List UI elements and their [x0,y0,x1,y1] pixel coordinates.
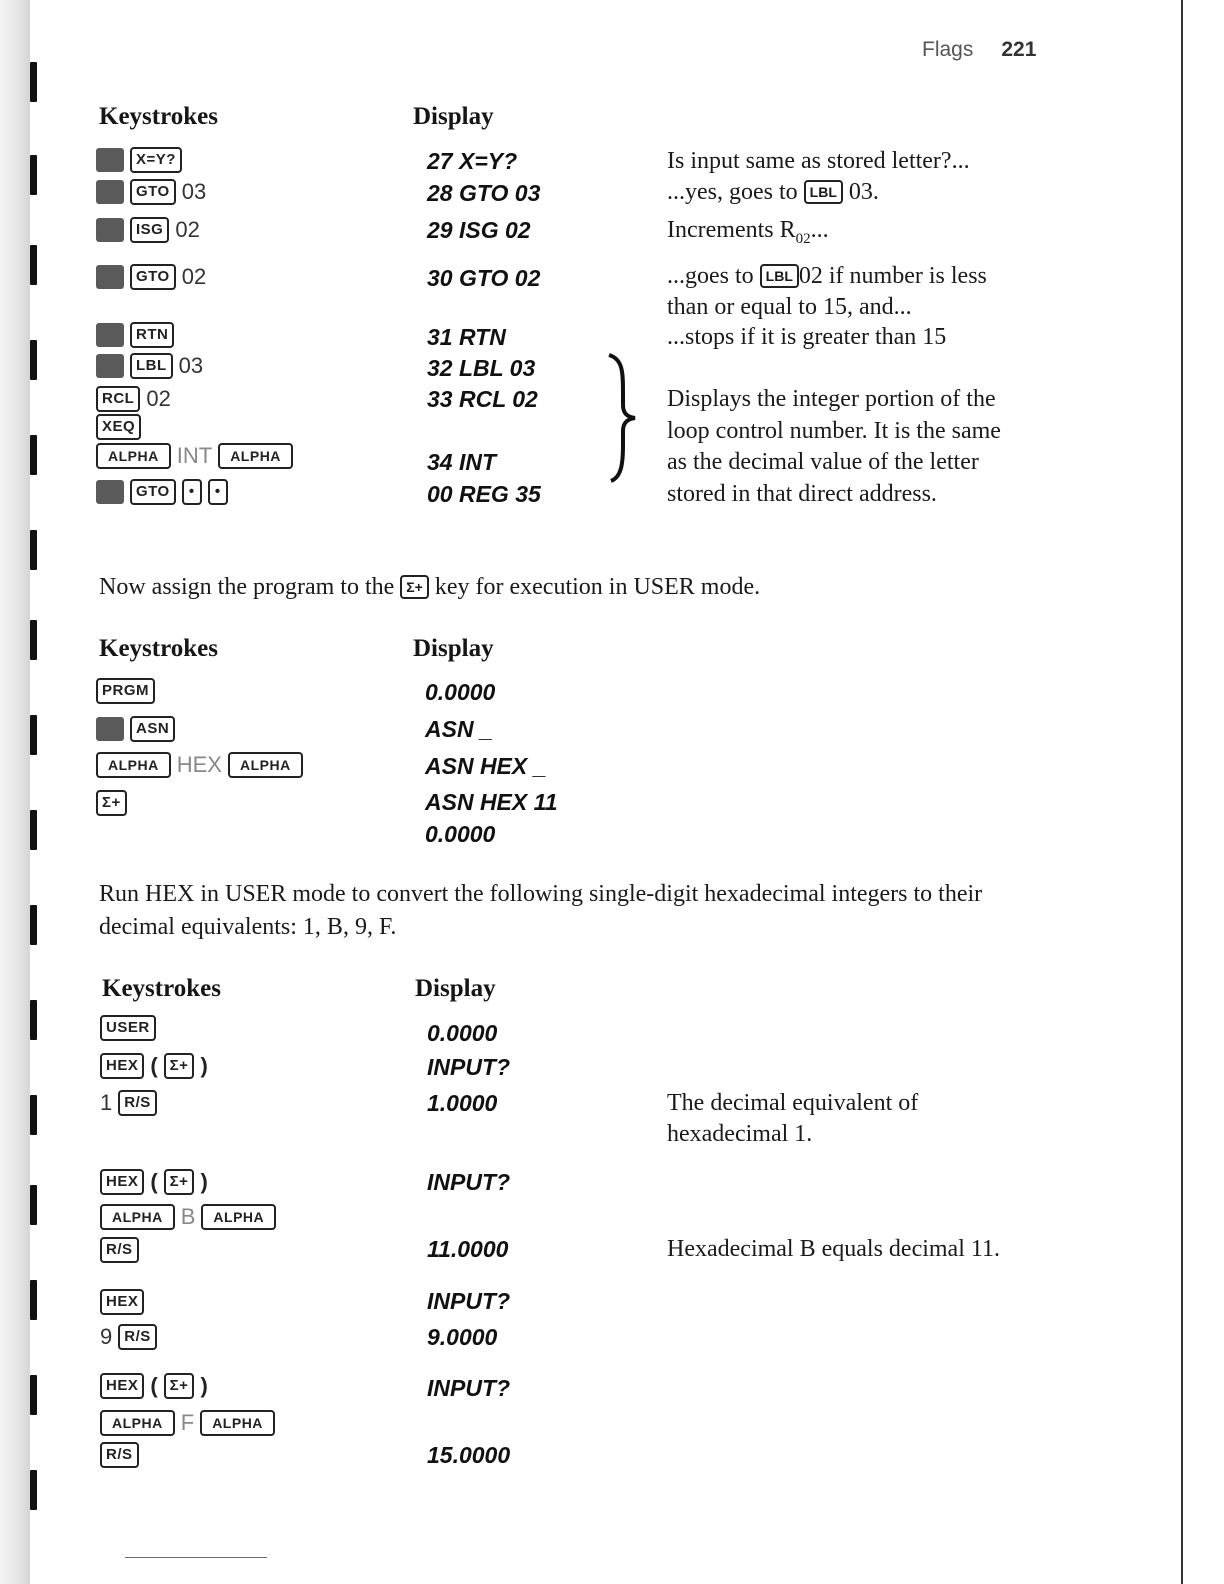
instruction-paragraph [99,571,760,604]
comment: Is input same as stored letter?... [667,148,970,174]
keystroke-row [100,1322,157,1352]
key-alpha: ALPHA [96,443,171,469]
key-isg: ISG [130,217,169,243]
keystrokes-heading: Keystrokes [102,975,221,1002]
display-line: 0.0000 [427,1020,498,1046]
binding-hole [30,1000,37,1040]
key-alpha: ALPHA [100,1204,175,1230]
keystroke-row [96,412,141,442]
keystrokes-heading: Keystrokes [99,103,218,130]
keystroke-row [96,145,182,175]
comment: Hexadecimal B equals decimal 11. [667,1236,1000,1262]
instruction-paragraph [99,878,982,944]
display-line: 28 GTO 03 [427,180,541,206]
binding-hole [30,340,37,380]
binding-hole [30,715,37,755]
display-line: 00 REG 35 [427,481,541,507]
shift-key-icon [96,218,124,242]
display-line: 9.0000 [427,1324,498,1350]
register-subscript: 02 [795,230,811,247]
display-line: 34 INT [427,449,497,475]
paren: ) [200,1053,208,1078]
key-sigma-plus: Σ+ [164,1169,195,1195]
keystroke-row [100,1202,276,1232]
display-line: 11.0000 [427,1236,509,1262]
keystrokes-heading: Keystrokes [99,635,218,662]
key-hex: HEX [100,1053,144,1079]
display-line: ASN _ [425,716,493,742]
key-alpha: ALPHA [100,1410,175,1436]
paragraph-text: Run HEX in USER mode to convert the following single-digit hexadecimal integers to their [99,881,983,907]
page-binding-edge [0,0,30,1584]
alpha-text: HEX [176,752,222,777]
display-line: 33 RCL 02 [427,386,538,412]
key-xeq: XEQ [96,414,141,440]
comment-text: 02 if number is less [798,263,987,289]
comment: Displays the integer portion of the [667,386,996,412]
binding-hole [30,1470,37,1510]
comment-text: 03. [848,179,879,205]
key-hex: HEX [100,1169,144,1195]
comment [667,261,987,292]
paren: ( [150,1373,158,1398]
key-argument: 02 [175,217,200,242]
comment: than or equal to 15, and... [667,294,912,320]
keystroke-row [96,441,293,471]
binding-hole [30,245,37,285]
keystroke-row [100,1051,208,1081]
key-asn: ASN [130,716,175,742]
paragraph-text: Now assign the program to the [99,574,395,600]
display-line: 29 ISG 02 [427,217,531,243]
display-line: 0.0000 [425,679,496,705]
key-user: USER [100,1015,156,1041]
binding-hole [30,620,37,660]
key-lbl: LBL [760,264,799,288]
key-argument: 02 [146,386,171,411]
display-line: INPUT? [427,1169,511,1195]
keystroke-row [100,1371,208,1401]
page-header [922,38,1036,62]
key-run-stop: R/S [118,1324,157,1350]
keystroke-row [100,1408,275,1438]
shift-key-icon [96,323,124,347]
key-argument: 02 [181,264,207,289]
section-title: Flags [922,38,974,61]
paragraph-text: key for execution in USER mode. [434,574,761,600]
footnote-rule [125,1557,267,1558]
display-line: 31 RTN [427,324,506,350]
keystroke-row [96,750,303,780]
alpha-text: INT [176,443,213,468]
binding-hole [30,1095,37,1135]
binding-hole [30,155,37,195]
display-line: 32 LBL 03 [427,355,536,381]
display-line: 1.0000 [427,1090,498,1116]
comment: ...stops if it is greater than 15 [667,324,947,350]
comment: as the decimal value of the letter [667,449,979,475]
display-line: 0.0000 [425,821,496,847]
key-rcl: RCL [96,386,140,412]
shift-key-icon [96,354,124,378]
display-line: INPUT? [427,1375,511,1401]
key-argument: 03 [181,179,207,204]
display-line: 30 GTO 02 [427,265,541,291]
key-alpha: ALPHA [96,752,171,778]
shift-key-icon [96,148,124,172]
keystroke-row [96,215,200,245]
binding-hole [30,1185,37,1225]
binding-hole [30,810,37,850]
comment [667,215,829,255]
key-sigma-plus: Σ+ [164,1053,195,1079]
keystroke-row [96,351,203,381]
key-decimal-point: • [182,479,202,505]
key-alpha: ALPHA [200,1410,275,1436]
keystroke-row [96,714,175,744]
comment [667,177,879,208]
alpha-text: F [180,1410,195,1435]
key-hex: HEX [100,1373,144,1399]
keystroke-row [96,788,127,818]
paren: ( [150,1053,158,1078]
comment-text: ...yes, goes to [667,179,798,205]
digit: 9 [100,1324,113,1349]
keystroke-row [96,676,155,706]
comment-text: ...goes to [667,263,754,289]
shift-key-icon [96,180,124,204]
keystroke-row [96,262,206,292]
shift-key-icon [96,717,124,741]
display-heading: Display [413,103,494,130]
key-lbl: LBL [804,180,843,204]
display-line: 27 X=Y? [427,148,518,174]
key-alpha: ALPHA [228,752,303,778]
binding-hole [30,905,37,945]
key-run-stop: R/S [100,1442,139,1468]
shift-key-icon [96,265,124,289]
keystroke-row [96,384,171,414]
keystroke-row [100,1167,208,1197]
keystroke-row [100,1088,157,1118]
right-brace-icon [605,353,647,483]
paragraph-text: decimal equivalents: 1, B, 9, F. [99,914,397,940]
key-x-eq-y: X=Y? [130,147,182,173]
binding-hole [30,1280,37,1320]
key-run-stop: R/S [100,1237,139,1263]
key-decimal-point: • [208,479,228,505]
paren: ) [200,1169,208,1194]
key-hex: HEX [100,1289,144,1315]
display-line: ASN HEX _ [425,753,547,779]
key-rtn: RTN [130,322,174,348]
comment: The decimal equivalent of [667,1090,919,1116]
binding-hole [30,435,37,475]
binding-hole [30,530,37,570]
keystroke-row [96,177,206,207]
key-sigma-plus: Σ+ [164,1373,195,1399]
keystroke-row [100,1013,156,1043]
key-sigma-plus: Σ+ [96,790,127,816]
comment: hexadecimal 1. [667,1121,813,1147]
key-sigma-plus: Σ+ [400,575,429,599]
display-heading: Display [413,635,494,662]
key-gto: GTO [130,179,176,205]
keystroke-row [100,1287,144,1317]
page-number: 221 [1001,38,1037,61]
keystroke-row [100,1440,139,1470]
display-heading: Display [415,975,496,1002]
binding-hole [30,1375,37,1415]
digit: 1 [100,1090,113,1115]
display-line: 15.0000 [427,1442,511,1468]
key-prgm: PRGM [96,678,155,704]
binding-hole [30,62,37,102]
alpha-text: B [180,1204,196,1229]
comment: stored in that direct address. [667,481,937,507]
comment-text: ... [810,217,829,243]
page-edge [1181,0,1183,1584]
keystroke-row [96,320,174,350]
comment: loop control number. It is the same [667,418,1001,444]
key-run-stop: R/S [118,1090,157,1116]
key-lbl: LBL [130,353,173,379]
shift-key-icon [96,480,124,504]
paren: ) [200,1373,208,1398]
comment-text: Increments R [667,217,796,243]
keystroke-row [96,477,228,507]
key-argument: 03 [178,353,204,378]
key-alpha: ALPHA [201,1204,276,1230]
key-alpha: ALPHA [218,443,293,469]
keystroke-row [100,1235,139,1265]
key-gto: GTO [130,264,176,290]
display-line: INPUT? [427,1288,511,1314]
paren: ( [150,1169,158,1194]
display-line: INPUT? [427,1054,511,1080]
key-gto: GTO [130,479,176,505]
display-line: ASN HEX 11 [425,789,558,815]
